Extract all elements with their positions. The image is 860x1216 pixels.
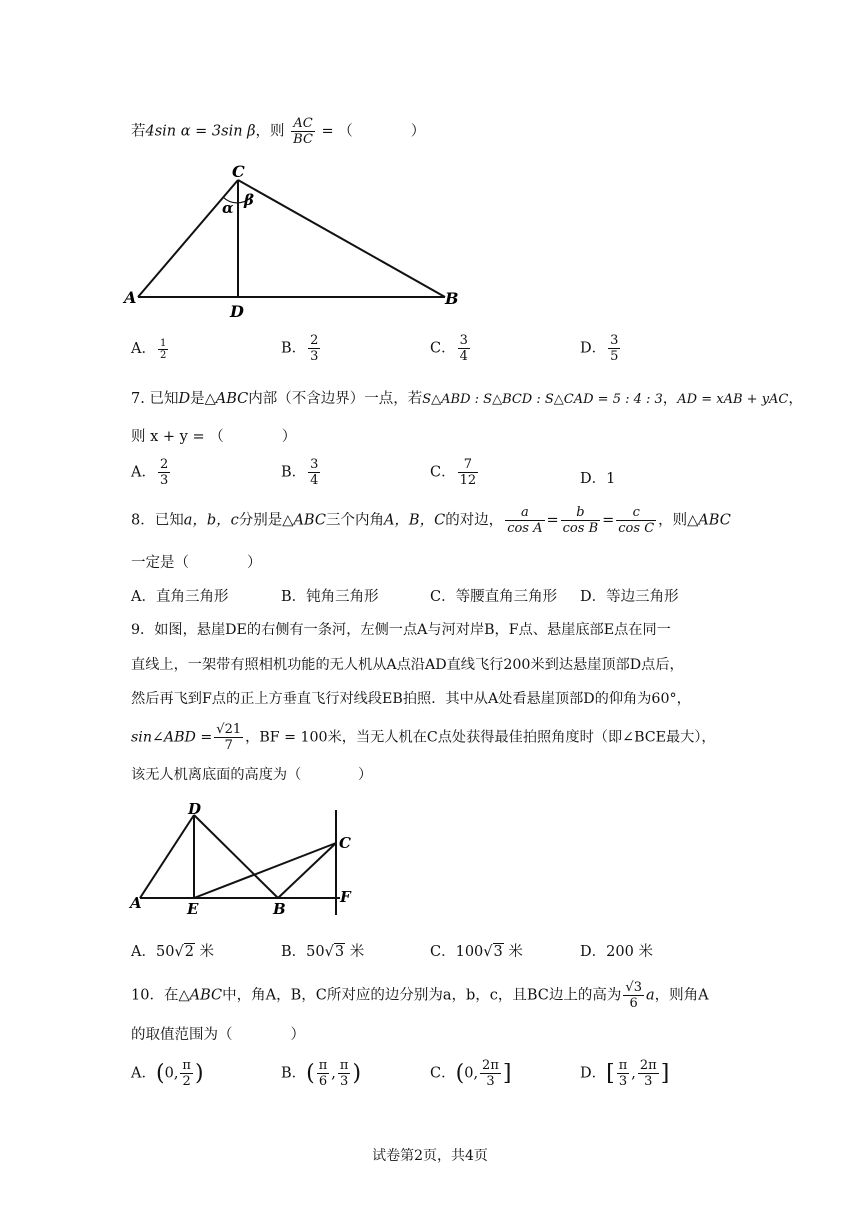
q6-option-d[interactable]: D． $\frac{3}{5}$ [580, 333, 619, 364]
q9-stem-line3: 然后再飞到F点的正上方垂直飞行对线段EB拍照．其中从A处看悬崖顶部D的仰角为60°， [131, 691, 691, 707]
q8-fraction-c: $\frac{c}{\text{cos C}}$ [618, 505, 655, 536]
q9-label-E: E [187, 900, 199, 918]
q8-option-c[interactable]: C．等腰直角三角形 [430, 589, 558, 605]
q9-cliff-figure [128, 800, 358, 920]
q9-stem-line1: 9．如图，悬崖DE的右侧有一条河，左侧一点A与河对岸B，F点、悬崖底部E点在同一 [131, 622, 671, 638]
q6-ratio-fraction: $\frac{AC}{BC}$ [293, 116, 313, 147]
q10-option-b[interactable]: B．( $\frac{\pi}{6}$ , $\frac{\pi}{3}$ ) [281, 1058, 362, 1089]
q6-stem [131, 116, 425, 147]
q9-label-B: B [273, 900, 286, 918]
q7-area-ratio: S△ABD : S△BCD : S△CAD = 5 : 4 : 3 [422, 392, 663, 407]
q7-stem-line2: 则 x + y = （ ） [131, 429, 297, 445]
q9-stem-line5: 该无人机离底面的高度为（ ） [131, 767, 373, 783]
q10-stem-line1: 10．在△ABC中，角A，B，C所对应的边分别为a，b，c，且BC边上的高为 $\frac{√3}{6}$ a，则角A [131, 980, 709, 1011]
q6-label-alpha: α [222, 199, 234, 217]
page-footer: 试卷第2页，共4页 [372, 1148, 488, 1164]
q6-triangle-figure [120, 155, 480, 325]
q6-label-A: A [124, 288, 137, 307]
q7-option-c[interactable]: C． $\frac{7}{12}$ [430, 457, 477, 488]
q7-option-d[interactable]: D．1 [580, 471, 616, 487]
q8-stem-line1: 8．已知a，b，c分别是△ABC三个内角A，B，C的对边， $\frac{a}{\text{cos A}}$ = $\frac{b}{\text{cos B}}$ = $\frac{c}{\text{cos C}}$ ，则△ABC [131, 505, 731, 536]
q6-option-a[interactable]: A． $\frac{1}{2}$ [131, 337, 167, 361]
q7-stem-line1: 7. 已知D是△ABC内部（不含边界）一点，若S△ABD : S△BCD : S△CAD = 5 : 4 : 3，AD = xAB + yAC， [131, 391, 803, 407]
q9-label-A: A [130, 894, 142, 912]
q6-stem-equation: 4sin α = 3sin β [145, 123, 256, 140]
q9-label-D: D [188, 800, 202, 818]
q6-label-beta: β [244, 191, 254, 209]
q9-sin-fraction: $\frac{√21}{7}$ [216, 722, 242, 753]
q10-option-d[interactable]: D．[ $\frac{\pi}{3}$ , $\frac{2\pi}{3}$ ] [580, 1058, 670, 1089]
q9-stem-line4: sin∠ABD = $\frac{√21}{7}$ ，BF = 100米，当无人机在C点处获得最佳拍照角度时（即∠BCE最大）， [131, 722, 716, 753]
q6-stem-prefix: 若 [131, 123, 146, 140]
q10-height-fraction: $\frac{√3}{6}$ [625, 980, 642, 1011]
q9-option-b[interactable]: B．50√3 米 [281, 944, 365, 960]
q10-option-a[interactable]: A．(0, $\frac{\pi}{2}$ ) [131, 1058, 204, 1089]
q8-fraction-a: $\frac{a}{\text{cos A}}$ [507, 505, 543, 536]
q6-option-b[interactable]: B． $\frac{2}{3}$ [281, 333, 319, 364]
q6-label-B: B [445, 289, 459, 308]
q7-option-a[interactable]: A． $\frac{2}{3}$ [131, 457, 169, 488]
q8-option-a[interactable]: A．直角三角形 [131, 589, 229, 605]
q9-stem-line2: 直线上，一架带有照相机功能的无人机从A点沿AD直线飞行200米到达悬崖顶部D点后， [131, 657, 684, 673]
q10-option-c[interactable]: C．(0, $\frac{2\pi}{3}$ ] [430, 1058, 512, 1089]
q9-label-C: C [339, 834, 351, 852]
q8-stem-line2: 一定是（ ） [131, 555, 262, 571]
q6-stem-suffix: = （ ） [321, 123, 426, 140]
q9-option-c[interactable]: C．100√3 米 [430, 944, 523, 960]
q7-option-b[interactable]: B． $\frac{3}{4}$ [281, 457, 319, 488]
q8-option-b[interactable]: B．钝角三角形 [281, 589, 379, 605]
q10-stem-line2: 的取值范围为（ ） [131, 1027, 305, 1043]
q6-option-c[interactable]: C． $\frac{3}{4}$ [430, 333, 468, 364]
q6-stem-mid: ，则 [255, 123, 285, 140]
q9-label-F: F [340, 888, 351, 906]
q8-option-d[interactable]: D．等边三角形 [580, 589, 679, 605]
q9-option-d[interactable]: D．200 米 [580, 944, 653, 960]
q8-fraction-b: $\frac{b}{\text{cos B}}$ [562, 505, 599, 536]
q6-label-D: D [230, 302, 244, 321]
q6-label-C: C [232, 162, 245, 181]
q7-vector-equation: AD = xAB + yAC [677, 392, 789, 407]
q9-option-a[interactable]: A．50√2 米 [131, 944, 215, 960]
